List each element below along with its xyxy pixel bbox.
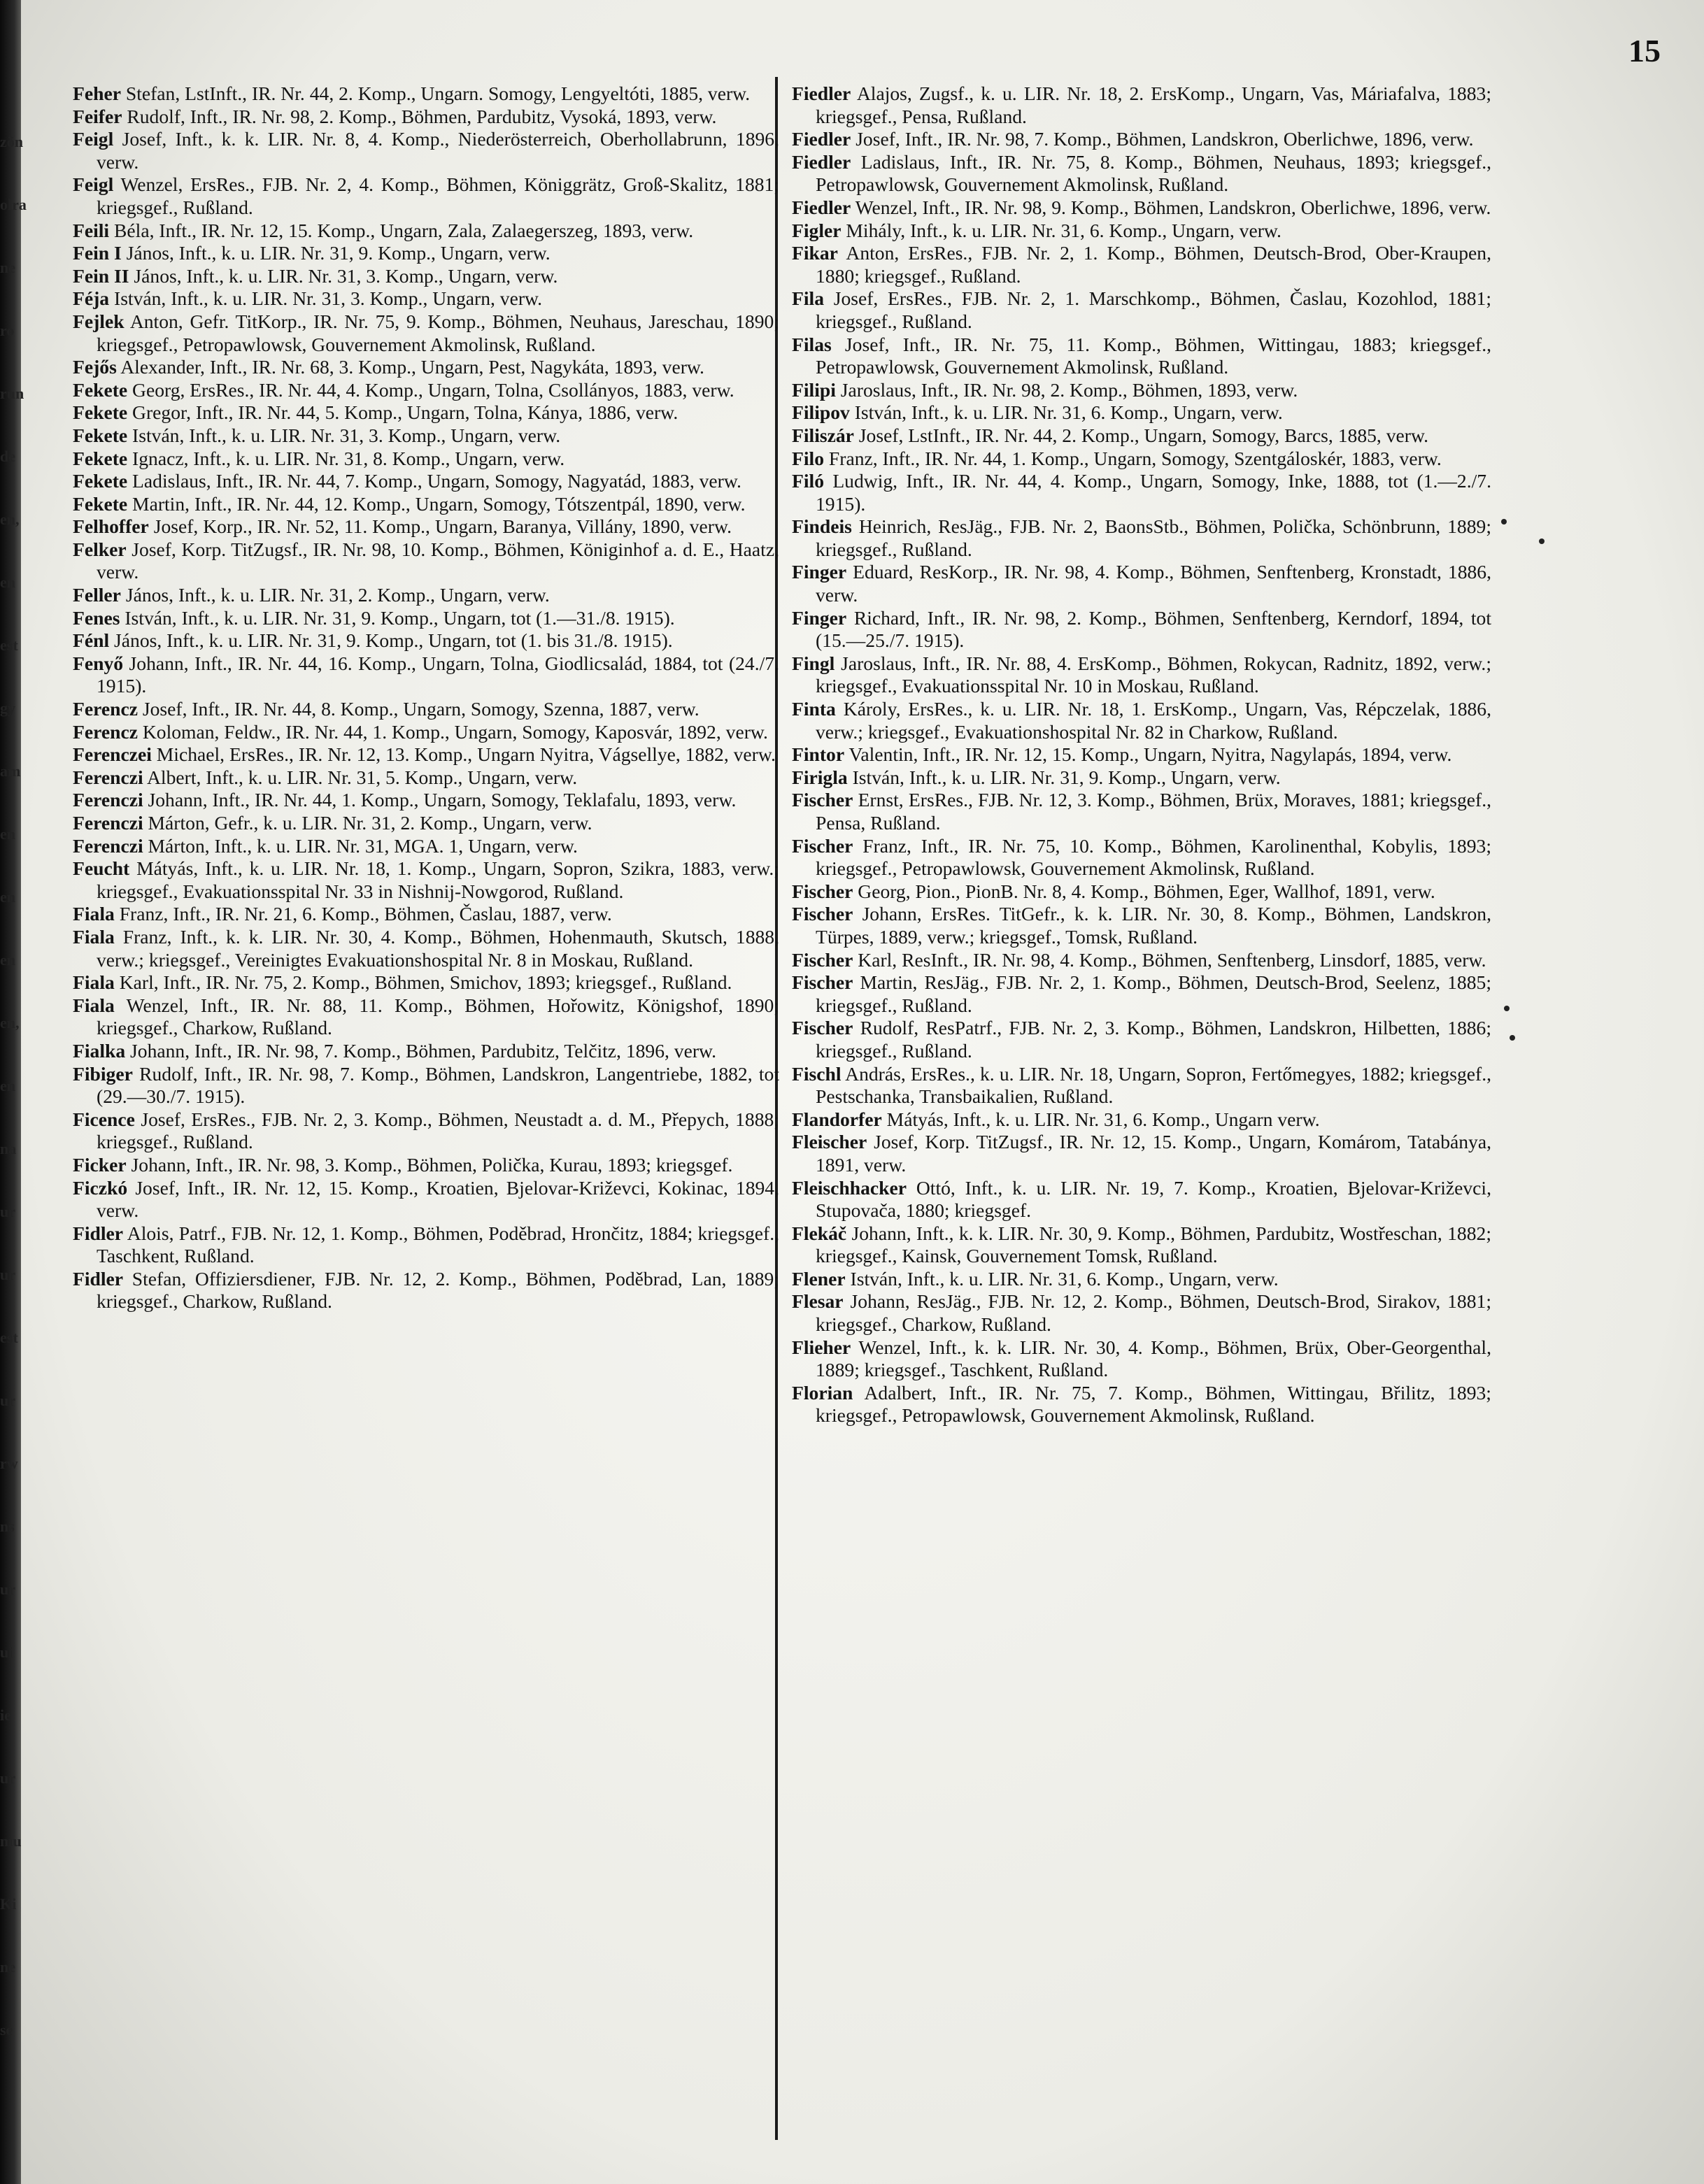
entry-surname: Fenyő	[73, 652, 124, 674]
entry-details: Martin, ResJäg., FJB. Nr. 2, 1. Komp., Böhmen, Deutsch-Brod, Seelenz, 1885; kriegsgef., Rußland.	[816, 971, 1491, 1016]
register-entry	[792, 334, 1491, 379]
entry-details: Anton, ErsRes., FJB. Nr. 2, 1. Komp., Böhmen, Deutsch-Brod, Ober-Kraupen, 1880; kriegsgef., Rußland.	[816, 242, 1491, 287]
register-entry	[792, 1290, 1491, 1336]
entry-surname: Fialka	[73, 1039, 126, 1062]
register-entry	[73, 448, 779, 471]
entry-details: Johann, Inft., IR. Nr. 98, 7. Komp., Böhmen, Pardubitz, Telčitz, 1896, verw.	[130, 1039, 717, 1062]
entry-surname: Ferenczei	[73, 743, 152, 766]
register-entry	[73, 743, 779, 766]
register-entry	[73, 470, 779, 493]
facing-page-fragment: na	[0, 1140, 17, 1157]
register-entry	[792, 561, 1491, 606]
register-entry	[73, 265, 779, 288]
register-entry	[792, 1336, 1491, 1382]
entry-surname: Flener	[792, 1267, 846, 1290]
entry-surname: Filipov	[792, 401, 850, 424]
entry-surname: Fiedler	[792, 128, 851, 150]
facing-page-fragment: se	[0, 2021, 13, 2039]
print-speck	[1504, 1006, 1510, 1011]
register-entry	[73, 515, 779, 538]
entry-details: Wenzel, Inft., IR. Nr. 98, 9. Komp., Böhmen, Landskron, Oberlichwe, 1896, verw.	[855, 196, 1491, 218]
entry-details: István, Inft., k. u. LIR. Nr. 31, 3. Komp., Ungarn, verw.	[132, 424, 561, 446]
entry-surname: Fiedler	[792, 196, 851, 218]
entry-details: Koloman, Feldw., IR. Nr. 44, 1. Komp., Ungarn, Somogy, Kaposvár, 1892, verw.	[142, 720, 768, 743]
entry-details: Alajos, Zugsf., k. u. LIR. Nr. 18, 2. ErsKomp., Ungarn, Vas, Máriafalva, 1883; kriegsgef., Pensa, Rußland.	[816, 83, 1491, 127]
register-entry	[792, 652, 1491, 698]
register-entry	[792, 835, 1491, 880]
entry-surname: Fekete	[73, 401, 128, 424]
entry-details: Jaroslaus, Inft., IR. Nr. 88, 4. ErsKomp., Böhmen, Rokycan, Radnitz, 1892, verw.; kriegsgef., Evakuationsspital Nr. 10 in Moskau, Rußland.	[816, 652, 1491, 697]
register-entry	[792, 197, 1491, 220]
right-column	[792, 83, 1491, 1427]
entry-details: Johann, ErsRes. TitGefr., k. k. LIR. Nr. 30, 8. Komp., Böhmen, Landskron, Türpes, 1889, verw.; kriegsgef., Tomsk, Rußland.	[816, 903, 1491, 948]
entry-surname: Florian	[792, 1381, 853, 1404]
entry-surname: Filas	[792, 333, 832, 355]
entry-surname: Fekete	[73, 470, 128, 492]
entry-surname: Feigl	[73, 173, 114, 196]
register-entry	[792, 766, 1491, 790]
register-entry	[792, 1131, 1491, 1176]
entry-surname: Fekete	[73, 492, 128, 515]
entry-details: János, Inft., k. u. LIR. Nr. 31, 2. Komp., Ungarn, verw.	[125, 584, 550, 606]
entry-details: Franz, Inft., k. k. LIR. Nr. 30, 4. Komp., Böhmen, Hohenmauth, Skutsch, 1888, verw.; kriegsgef., Vereinigtes Evakuationshospital Nr. 8 in Moskau, Rußland.	[97, 925, 779, 971]
entry-surname: Fiedler	[792, 83, 851, 104]
register-entry	[73, 1222, 779, 1268]
register-entry	[792, 949, 1491, 972]
register-entry	[73, 857, 779, 903]
entry-surname: Fischer	[792, 971, 853, 994]
entry-details: István, Inft., k. u. LIR. Nr. 31, 6. Komp., Ungarn, verw.	[854, 401, 1283, 424]
entry-details: Stefan, LstInft., IR. Nr. 44, 2. Komp., Ungarn. Somogy, Lengyeltóti, 1885, verw.	[125, 83, 751, 104]
register-entry	[73, 401, 779, 424]
facing-page-fragment: en	[0, 951, 15, 969]
entry-details: Márton, Inft., k. u. LIR. Nr. 31, MGA. 1, Ungarn, verw.	[148, 834, 578, 857]
entry-surname: Filó	[792, 470, 824, 492]
entry-details: Josef, ErsRes., FJB. Nr. 2, 3. Komp., Böhmen, Neustadt a. d. M., Přepych, 1888; kriegsgef., Rußland.	[97, 1108, 779, 1153]
entry-details: Márton, Gefr., k. u. LIR. Nr. 31, 2. Komp., Ungarn, verw.	[148, 812, 592, 834]
entry-surname: Fila	[792, 287, 824, 310]
entry-surname: Fischer	[792, 903, 853, 925]
entry-details: Valentin, Inft., IR. Nr. 12, 15. Komp., Ungarn, Nyitra, Nagylapás, 1894, verw.	[849, 743, 1452, 766]
register-entry	[792, 1108, 1491, 1132]
register-entry	[792, 448, 1491, 471]
register-entry	[792, 151, 1491, 197]
entry-details: Josef, LstInft., IR. Nr. 44, 2. Komp., Ungarn, Somogy, Barcs, 1885, verw.	[858, 424, 1428, 446]
entry-details: Michael, ErsRes., IR. Nr. 12, 13. Komp., Ungarn Nyitra, Vágsellye, 1882, verw.	[156, 743, 776, 766]
entry-details: Ladislaus, Inft., IR. Nr. 75, 8. Komp., Böhmen, Neuhaus, 1893; kriegsgef., Petropawlowsk, Gouvernement Akmolinsk, Rußland.	[816, 150, 1491, 196]
entry-surname: Fiala	[73, 994, 115, 1016]
register-entry	[73, 994, 779, 1040]
entry-details: Eduard, ResKorp., IR. Nr. 98, 4. Komp., Böhmen, Senftenberg, Kronstadt, 1886, verw.	[816, 561, 1491, 606]
entry-surname: Findeis	[792, 515, 852, 538]
entry-details: Josef, Inft., k. k. LIR. Nr. 8, 4. Komp., Niederösterreich, Oberhollabrunn, 1896, verw.	[97, 128, 779, 173]
entry-surname: Fischer	[792, 1017, 853, 1039]
register-entry	[73, 356, 779, 379]
register-entry	[73, 83, 779, 106]
facing-page-fragment: zön	[0, 133, 23, 150]
register-entry	[792, 1222, 1491, 1268]
register-entry	[792, 607, 1491, 652]
register-entry	[73, 242, 779, 265]
register-entry	[792, 83, 1491, 128]
entry-surname: Felhoffer	[73, 515, 149, 538]
entry-details: Josef, Korp., IR. Nr. 52, 11. Komp., Ungarn, Baranya, Villány, 1890, verw.	[153, 515, 732, 538]
entry-details: Rudolf, Inft., IR. Nr. 98, 2. Komp., Böhmen, Pardubitz, Vysoká, 1893, verw.	[127, 105, 717, 127]
entry-surname: Ficzkó	[73, 1176, 128, 1199]
entry-surname: Fibiger	[73, 1062, 133, 1085]
entry-details: Johann, Inft., IR. Nr. 44, 16. Komp., Ungarn, Tolna, Giodlicsalád, 1884, tot (24./7. 1915).	[97, 652, 779, 697]
entry-details: Johann, ResJäg., FJB. Nr. 12, 2. Komp., Böhmen, Deutsch-Brod, Sirakov, 1881; kriegsgef., Charkow, Rußland.	[816, 1290, 1491, 1336]
entry-details: Alois, Patrf., FJB. Nr. 12, 1. Komp., Böhmen, Poděbrad, Hrončitz, 1884; kriegsgef., Taschkent, Rußland.	[97, 1222, 779, 1267]
entry-details: Stefan, Offiziersdiener, FJB. Nr. 12, 2. Komp., Böhmen, Poděbrad, Lan, 1889; kriegsgef., Charkow, Rußland.	[97, 1267, 779, 1313]
register-entry	[792, 401, 1491, 424]
register-entry	[73, 584, 779, 607]
entry-surname: Filo	[792, 447, 824, 469]
page-number: 15	[1628, 33, 1661, 69]
facing-page-fragment: ns	[0, 1518, 15, 1535]
register-entry	[73, 173, 779, 219]
entry-surname: Fikar	[792, 242, 838, 264]
entry-surname: Fidler	[73, 1267, 124, 1290]
entry-surname: Féja	[73, 287, 110, 310]
entry-details: István, Inft., k. u. LIR. Nr. 31, 9. Komp., Ungarn, verw.	[852, 766, 1281, 788]
entry-surname: Ferenczi	[73, 834, 143, 857]
entry-details: Wenzel, ErsRes., FJB. Nr. 2, 4. Komp., Böhmen, Königgrätz, Groß-Skalitz, 1881; kriegsgef., Rußland.	[97, 173, 780, 218]
facing-page-fragment: ne	[0, 1958, 15, 1976]
entry-details: Richard, Inft., IR. Nr. 98, 2. Komp., Böhmen, Senftenberg, Kerndorf, 1894, tot (15.—25./7. 1915).	[816, 606, 1491, 652]
entry-details: Josef, Korp. TitZugsf., IR. Nr. 12, 15. Komp., Ungarn, Komárom, Tatabánya, 1891, verw.	[816, 1131, 1491, 1176]
entry-details: Georg, Pion., PionB. Nr. 8, 4. Komp., Böhmen, Eger, Wallhof, 1891, verw.	[858, 880, 1435, 902]
register-entry	[792, 379, 1491, 402]
register-entry	[792, 903, 1491, 948]
entry-surname: Fenes	[73, 606, 120, 629]
facing-page-fragment: ur	[0, 1580, 15, 1598]
register-entry	[73, 538, 779, 584]
entry-details: Josef, Inft., IR. Nr. 98, 7. Komp., Böhmen, Landskron, Oberlichwe, 1896, verw.	[855, 128, 1474, 150]
entry-details: Johann, Inft., IR. Nr. 98, 3. Komp., Böhmen, Polička, Kurau, 1893; kriegsgef.	[131, 1153, 733, 1176]
register-entry	[792, 128, 1491, 151]
entry-details: Ernst, ErsRes., FJB. Nr. 12, 3. Komp., Böhmen, Brüx, Moraves, 1881; kriegsgef., Pensa, Rußland.	[816, 789, 1491, 834]
entry-details: Josef, ErsRes., FJB. Nr. 2, 1. Marschkomp., Böhmen, Časlau, Kozohlod, 1881; kriegsgef., Rußland.	[816, 287, 1491, 332]
register-entry	[792, 743, 1491, 766]
register-entry	[792, 1268, 1491, 1291]
entry-details: János, Inft., k. u. LIR. Nr. 31, 9. Komp., Ungarn, verw.	[126, 242, 551, 264]
facing-page-fragment: ur	[0, 1203, 15, 1220]
facing-page-fragment: en	[0, 1077, 15, 1094]
entry-details: Rudolf, ResPatrf., FJB. Nr. 2, 3. Komp., Böhmen, Landskron, Hilbetten, 1886; kriegsgef., Rußland.	[816, 1017, 1491, 1062]
entry-details: Adalbert, Inft., IR. Nr. 75, 7. Komp., Böhmen, Wittingau, Břilitz, 1893; kriegsgef., Petropawlowsk, Gouvernement Akmolinsk, Rußland.	[816, 1381, 1491, 1427]
facing-page-fragment: ie	[0, 1706, 11, 1724]
register-entry	[73, 698, 779, 721]
entry-surname: Fischer	[792, 948, 853, 971]
register-entry	[73, 1108, 779, 1154]
register-entry	[73, 629, 779, 652]
entry-surname: Fischl	[792, 1062, 842, 1085]
entry-details: Georg, ErsRes., IR. Nr. 44, 4. Komp., Ungarn, Tolna, Csollányos, 1883, verw.	[132, 378, 734, 401]
entry-surname: Fein II	[73, 264, 129, 287]
register-entry	[792, 1382, 1491, 1427]
entry-details: Johann, Inft., k. k. LIR. Nr. 30, 9. Komp., Böhmen, Pardubitz, Wostřeschan, 1882; kriegsgef., Kainsk, Gouvernement Tomsk, Rußland.	[816, 1222, 1491, 1267]
facing-page-fragment: Ki	[0, 1895, 17, 1913]
entry-surname: Feili	[73, 219, 110, 241]
entry-surname: Filiszár	[792, 424, 854, 446]
entry-details: Mátyás, Inft., k. u. LIR. Nr. 18, 1. Komp., Ungarn, Sopron, Szikra, 1883, verw.; kriegsgef., Evakuationsspital Nr. 33 in Nishnij-Nowgorod, Rußland.	[97, 857, 779, 902]
entry-surname: Filipi	[792, 378, 836, 401]
facing-page-fragment: olra	[0, 196, 27, 213]
entry-details: Ignacz, Inft., k. u. LIR. Nr. 31, 8. Komp., Ungarn, verw.	[132, 447, 565, 469]
entry-surname: Fénl	[73, 629, 110, 652]
register-entry	[73, 812, 779, 835]
facing-page-fragment: est	[0, 1329, 18, 1346]
register-entry	[73, 652, 779, 698]
facing-page-fragment: ne	[0, 259, 15, 276]
entry-surname: Fekete	[73, 378, 128, 401]
facing-page-fragment: am	[0, 762, 21, 780]
register-entry	[792, 470, 1491, 515]
left-column	[73, 83, 779, 1313]
entry-details: Rudolf, Inft., IR. Nr. 98, 7. Komp., Böhmen, Landskron, Langentriebe, 1882, tot (29.—30./7. 1915).	[97, 1062, 779, 1108]
entry-surname: Finger	[792, 561, 847, 583]
entry-surname: Finger	[792, 606, 847, 629]
entry-surname: Fiedler	[792, 150, 851, 173]
entry-details: Franz, Inft., IR. Nr. 21, 6. Komp., Böhmen, Časlau, 1887, verw.	[119, 903, 612, 925]
entry-details: Ottó, Inft., k. u. LIR. Nr. 19, 7. Komp., Kroatien, Bjelovar-Križevci, Stupovača, 1880; kriegsgef.	[816, 1176, 1491, 1222]
entry-details: Karl, Inft., IR. Nr. 75, 2. Komp., Böhmen, Smichov, 1893; kriegsgef., Rußland.	[119, 971, 732, 994]
entry-surname: Fejős	[73, 356, 117, 378]
entry-details: János, Inft., k. u. LIR. Nr. 31, 3. Komp., Ungarn, verw.	[134, 264, 558, 287]
entry-details: Albert, Inft., k. u. LIR. Nr. 31, 5. Komp., Ungarn, verw.	[147, 766, 578, 788]
print-speck	[1501, 519, 1507, 524]
entry-details: Josef, Inft., IR. Nr. 44, 8. Komp., Ungarn, Somogy, Szenna, 1887, verw.	[142, 698, 700, 720]
entry-details: Josef, Korp. TitZugsf., IR. Nr. 98, 10. Komp., Böhmen, Königinhof a. d. E., Haatz, verw.	[97, 538, 779, 583]
register-entry	[73, 903, 779, 926]
facing-page-fragment: ur	[0, 1266, 15, 1283]
register-entry	[73, 220, 779, 243]
entry-surname: Fischer	[792, 880, 853, 902]
facing-page-fragment: en,	[0, 1014, 20, 1032]
entry-surname: Ferenczi	[73, 812, 143, 834]
entry-surname: Fiala	[73, 925, 115, 948]
entry-details: Josef, Inft., IR. Nr. 75, 11. Komp., Böhmen, Wittingau, 1883; kriegsgef., Petropawlowsk, Gouvernement Akmolinsk, Rußland.	[816, 333, 1492, 378]
entry-surname: Ficker	[73, 1153, 127, 1176]
facing-page-fragment: ur	[0, 1392, 15, 1409]
register-entry	[73, 287, 779, 311]
entry-surname: Ferencz	[73, 720, 138, 743]
register-entry	[792, 1063, 1491, 1108]
entry-surname: Fischer	[792, 834, 853, 857]
entry-surname: Fejlek	[73, 310, 125, 332]
entry-surname: Flekáč	[792, 1222, 847, 1244]
register-entry	[73, 971, 779, 994]
facing-page-fragment: ro	[0, 322, 15, 339]
facing-page-fragment: ur	[0, 1769, 15, 1787]
register-entry	[73, 766, 779, 790]
entry-surname: Fischer	[792, 789, 853, 811]
register-entry	[792, 880, 1491, 904]
register-entry	[792, 1017, 1491, 1062]
entry-details: András, ErsRes., k. u. LIR. Nr. 18, Ungarn, Sopron, Fertőmegyes, 1882; kriegsgef., Pestschanka, Transbaikalien, Rußland.	[816, 1062, 1491, 1108]
facing-page-fragment: rw	[0, 1455, 18, 1472]
entry-details: János, Inft., k. u. LIR. Nr. 31, 9. Komp., Ungarn, tot (1. bis 31./8. 1915).	[114, 629, 673, 652]
entry-surname: Fiala	[73, 903, 115, 925]
entry-details: Wenzel, Inft., IR. Nr. 88, 11. Komp., Böhmen, Hořowitz, Königshof, 1890; kriegsgef., Charkow, Rußland.	[97, 994, 779, 1039]
entry-details: Ladislaus, Inft., IR. Nr. 44, 7. Komp., Ungarn, Somogy, Nagyatád, 1883, verw.	[132, 470, 741, 492]
register-entry	[73, 721, 779, 744]
facing-page-fragment: en	[0, 888, 15, 906]
register-entry	[792, 1177, 1491, 1222]
register-entry	[792, 220, 1491, 243]
entry-details: Jaroslaus, Inft., IR. Nr. 98, 2. Komp., Böhmen, 1893, verw.	[840, 378, 1298, 401]
entry-details: Martin, Inft., IR. Nr. 44, 12. Komp., Ungarn, Somogy, Tótszentpál, 1890, verw.	[132, 492, 746, 515]
entry-surname: Flandorfer	[792, 1108, 882, 1130]
register-entry	[73, 789, 779, 812]
entry-details: Franz, Inft., IR. Nr. 44, 1. Komp., Ungarn, Somogy, Szentgáloskér, 1883, verw.	[828, 447, 1442, 469]
register-entry	[73, 1268, 779, 1313]
entry-details: Karl, ResInft., IR. Nr. 98, 4. Komp., Böhmen, Senftenberg, Linsdorf, 1885, verw.	[858, 948, 1486, 971]
entry-details: István, Inft., k. u. LIR. Nr. 31, 9. Komp., Ungarn, tot (1.—31./8. 1915).	[125, 606, 675, 629]
entry-surname: Finta	[792, 698, 836, 720]
entry-surname: Flieher	[792, 1336, 851, 1358]
facing-page-fragment: est	[0, 636, 18, 654]
entry-details: Ludwig, Inft., IR. Nr. 44, 4. Komp., Ungarn, Somogy, Inke, 1888, tot (1.—2./7. 1915).	[816, 470, 1491, 515]
entry-surname: Fein I	[73, 242, 122, 264]
register-entry	[73, 493, 779, 516]
facing-page-fragment: de	[0, 448, 15, 465]
facing-page-fragment: run	[0, 385, 24, 402]
facing-page-fragment: mu	[0, 1832, 22, 1850]
entry-details: István, Inft., k. u. LIR. Nr. 31, 6. Komp., Ungarn, verw.	[850, 1267, 1279, 1290]
entry-details: Josef, Inft., IR. Nr. 12, 15. Komp., Kroatien, Bjelovar-Križevci, Kokinac, 1894, verw.	[97, 1176, 780, 1222]
entry-details: Johann, Inft., IR. Nr. 44, 1. Komp., Ungarn, Somogy, Teklafalu, 1893, verw.	[148, 789, 737, 811]
register-entry	[73, 311, 779, 356]
facing-page-fragment: en	[0, 573, 15, 591]
entry-surname: Feigl	[73, 128, 114, 150]
register-entry	[792, 242, 1491, 287]
facing-page-fragment: ui	[0, 1643, 13, 1661]
print-speck	[1510, 1035, 1515, 1041]
facing-page-fragment: en,	[0, 511, 20, 528]
register-entry	[792, 515, 1491, 561]
entry-details: Béla, Inft., IR. Nr. 12, 15. Komp., Ungarn, Zala, Zalaegerszeg, 1893, verw.	[114, 219, 694, 241]
entry-details: Anton, Gefr. TitKorp., IR. Nr. 75, 9. Komp., Böhmen, Neuhaus, Jareschau, 1890; kriegsgef., Petropawlowsk, Gouvernement Akmolinsk, Rußland.	[97, 310, 779, 355]
entry-details: Heinrich, ResJäg., FJB. Nr. 2, BaonsStb., Böhmen, Polička, Schönbrunn, 1889; kriegsgef., Rußland.	[816, 515, 1491, 560]
entry-surname: Feifer	[73, 105, 122, 127]
entry-surname: Firigla	[792, 766, 848, 788]
entry-surname: Fekete	[73, 424, 128, 446]
entry-surname: Fleischer	[792, 1131, 867, 1153]
entry-details: Franz, Inft., IR. Nr. 75, 10. Komp., Böhmen, Karolinenthal, Kobylis, 1893; kriegsgef., Petropawlowsk, Gouvernement Akmolinsk, Rußland.	[816, 834, 1491, 880]
entry-surname: Feucht	[73, 857, 130, 880]
entry-details: Mihály, Inft., k. u. LIR. Nr. 31, 6. Komp., Ungarn, verw.	[846, 219, 1281, 241]
entry-details: Mátyás, Inft., k. u. LIR. Nr. 31, 6. Komp., Ungarn verw.	[886, 1108, 1320, 1130]
register-entry	[792, 789, 1491, 834]
register-entry	[792, 698, 1491, 743]
entry-surname: Feller	[73, 584, 121, 606]
entry-surname: Fekete	[73, 447, 128, 469]
register-entry	[792, 971, 1491, 1017]
register-entry	[73, 926, 779, 971]
register-entry	[792, 424, 1491, 448]
register-entry	[73, 607, 779, 630]
register-entry	[73, 835, 779, 858]
register-entry	[73, 106, 779, 129]
entry-surname: Fleischhacker	[792, 1176, 907, 1199]
register-entry	[73, 379, 779, 402]
entry-surname: Flesar	[792, 1290, 844, 1313]
entry-details: Károly, ErsRes., k. u. LIR. Nr. 18, 1. ErsKomp., Ungarn, Vas, Répczelak, 1886, verw.; kriegsgef., Evakuationshospital Nr. 82 in Charkow, Rußland.	[816, 698, 1491, 743]
print-speck	[1539, 538, 1545, 544]
entry-surname: Feher	[73, 83, 121, 104]
entry-details: Gregor, Inft., IR. Nr. 44, 5. Komp., Ungarn, Tolna, Kánya, 1886, verw.	[132, 401, 679, 424]
entry-surname: Figler	[792, 219, 842, 241]
entry-surname: Ferenczi	[73, 766, 143, 788]
register-entry	[792, 287, 1491, 333]
entry-surname: Fidler	[73, 1222, 124, 1244]
entry-surname: Fintor	[792, 743, 845, 766]
entry-details: István, Inft., k. u. LIR. Nr. 31, 3. Komp., Ungarn, verw.	[114, 287, 543, 310]
entry-surname: Ferenczi	[73, 789, 143, 811]
entry-surname: Ferencz	[73, 698, 138, 720]
register-entry	[73, 128, 779, 173]
register-entry	[73, 1040, 779, 1063]
entry-surname: Fiala	[73, 971, 115, 994]
register-entry	[73, 1154, 779, 1177]
entry-surname: Fingl	[792, 652, 835, 674]
entry-surname: Felker	[73, 538, 127, 560]
entry-details: Wenzel, Inft., k. k. LIR. Nr. 30, 4. Komp., Böhmen, Brüx, Ober-Georgenthal, 1889; kriegsgef., Taschkent, Rußland.	[816, 1336, 1491, 1381]
entry-details: Alexander, Inft., IR. Nr. 68, 3. Komp., Ungarn, Pest, Nagykáta, 1893, verw.	[120, 356, 704, 378]
register-entry	[73, 1063, 779, 1108]
entry-surname: Ficence	[73, 1108, 135, 1130]
register-entry	[73, 424, 779, 448]
register-entry	[73, 1177, 779, 1222]
facing-page-fragment: gy	[0, 699, 15, 717]
facing-page-fragment: en	[0, 825, 15, 843]
